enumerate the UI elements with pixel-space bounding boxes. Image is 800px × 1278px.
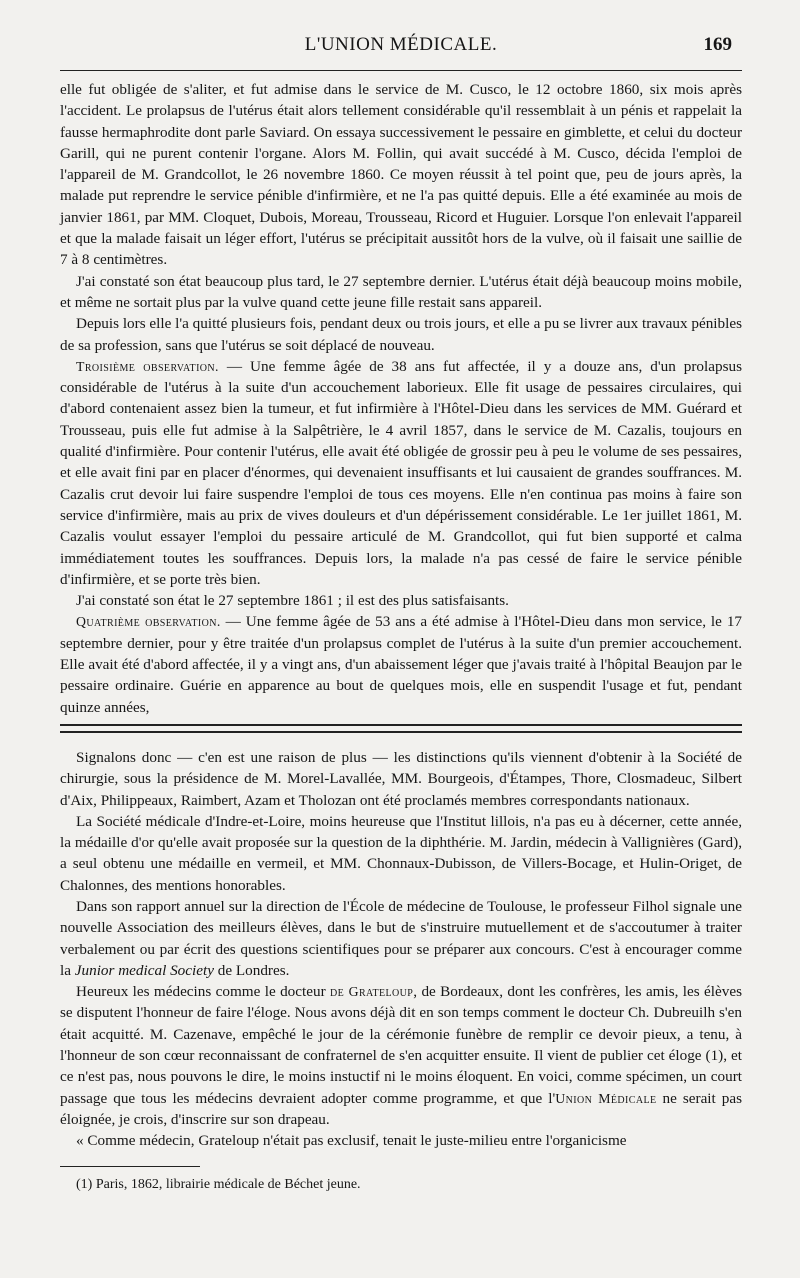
observation-text: — Une femme âgée de 53 ans a été admise à l'Hôtel-Dieu dans mon service, le 17 septembre dernier, pour y être traitée d'un prolapsus complet de l'utérus à la suite d'un premier accouchement. Elle avait été d'abord affectée, il y a vingt ans, d'un abaissement léger que j'avais traité à l'hôpital Beaujon par le pessaire ordinaire. Guérie en apparence au bout de quelques mois, elle en suspendit l'usage et fut, pendant quinze années, (60, 613, 743, 716)
text-run: Dans son rapport annuel sur la direction de l'École de médecine de Toulouse, le professeur Filhol signale une nouvelle Association des meilleurs élèves, dans le but de s'instruire mutuellement et de s'accoutumer à traiter verbalement ou par écrit des questions scientifiques pour se préparer aux concours. C'est à encourager comme la (60, 897, 742, 979)
text-run: Heureux les médecins comme le docteur (76, 983, 331, 1001)
paragraph: J'ai constaté son état le 27 septembre 1861 ; il est des plus satisfaisants. (76, 592, 509, 610)
observation-paragraph (60, 611, 742, 717)
journal-name-small-caps: Union Médicale (555, 1090, 657, 1106)
observation-heading: Quatrième observation. (76, 614, 221, 630)
footnote-rule (60, 1166, 200, 1167)
page-number: 169 (703, 34, 732, 55)
paragraph: La Société médicale d'Indre-et-Loire, moins heureuse que l'Institut lillois, n'a pas eu à décerner, cette année, la médaille d'or qu'elle avait proposée sur la question de la diphthérie. M. Jardin, médecin à Vallignières (Gard), a seul obtenu une médaille en vermeil, et MM. Chonnaux-Dubisson, de Villers-Bocage, et Hulin-Origet, de Chalonnes, des mentions honorables. (60, 812, 742, 894)
paragraph: elle fut obligée de s'aliter, et fut admise dans le service de M. Cusco, le 12 octobre 1860, six mois après l'accident. Le prolapsus de l'utérus était alors tellement considérable qu'il ressemblait à un pénis et rappelait la fausse hermaphrodite dont parle Saviard. On essaya successivement le pessaire en gimblette, et celui du docteur Garill, qui ne purent contenir l'organe. Alors M. Follin, qui avait succédé à M. Cusco, décida l'emploi de l'appareil de M. Grandcollot, le 26 novembre 1860. Ce moyen réussit à tel point que, peu de jours après, la malade put reprendre le service pénible d'infirmière, et ne l'a pas quitté depuis. Elle a été examinée au mois de janvier 1861, par MM. Cloquet, Dubois, Moreau, Trousseau, Ricord et Huguier. Lorsque l'on enlevait l'appareil et que la malade faisait un léger effort, l'utérus se précipitait aussitôt hors de la vulve, où il faisait une saillie de 7 à 8 centimètres. (60, 81, 742, 269)
italic-society-name: Junior medical Society (74, 961, 214, 979)
observation-text: — Une femme âgée de 38 ans fut affectée, il y a douze ans, d'un prolapsus considérable de l'utérus à la suite d'un accouchement laborieux. Elle fit usage de pessaires circulaires, qui d'abord contenaient assez bien la tumeur, et fut infirmière à l'Hôtel-Dieu dans les services de MM. Guérard et Trousseau, puis elle fut admise à la Salpêtrière, le 4 avril 1857, dans le service de M. Cazalis, toujours en qualité d'infirmière. Pour contenir l'utérus, elle avait été obligée de grossir peu à peu le volume de ses pessaires, et elle avait fini par en placer d'énormes, qui devenaient insuffisants et lui causaient de grandes souffrances. M. Cazalis crut devoir lui faire suspendre l'emploi de tous ces moyens. Elle n'en continua pas moins à faire son service d'infirmière, mais au prix de vives douleurs et d'un dépérissement considérable. Le 1er juillet 1861, M. Cazalis voulut essayer l'emploi du pessaire articulé de M. Grandcollot, qui fut bien supporté et calma immédiatement toutes les souffrances. Depuis lors, la malade n'a pas cessé de faire le service pénible d'infirmière, et se porte très bien. (60, 357, 742, 588)
feuilleton-section (60, 747, 742, 1152)
text-run: de Londres. (213, 961, 290, 979)
footnote: (1) Paris, 1862, librairie médicale de Béchet jeune. (76, 1176, 361, 1192)
observation-paragraph (60, 356, 742, 590)
text-run: ne serait pas éloignée, je crois, d'inscrire sur son drapeau. (60, 1089, 743, 1128)
name-small-caps: de Grateloup (330, 984, 414, 1000)
header-rule (60, 70, 742, 71)
main-article (60, 79, 742, 718)
paragraph (60, 896, 742, 981)
paragraph: J'ai constaté son état beaucoup plus tard, le 27 septembre dernier. L'utérus était déjà beaucoup moins mobile, et même ne sortait plus par la vulve quand cette jeune fille restait sans appareil. (60, 272, 742, 311)
feuilleton-separator (60, 724, 742, 733)
paragraph: Depuis lors elle l'a quitté plusieurs fois, pendant deux ou trois jours, et elle a pu se livrer aux travaux pénibles de sa profession, sans que l'utérus se soit déplacé de nouveau. (60, 315, 742, 354)
observation-heading: Troisième observation. (76, 358, 219, 374)
running-title: L'UNION MÉDICALE. (304, 34, 498, 55)
text-run: , de Bordeaux, dont les confrères, les amis, les élèves se disputent l'honneur de faire l'éloge. Nous avons déjà dit en son temps comment le docteur Ch. Dubreuilh s'en était acquitté. M. Cazenave, empêché le jour de la cérémonie funèbre de remplir ce devoir pieux, a tenu, à l'honneur de son cœur reconnaissant de confraternel de s'en acquitter ensuite. Il vient de publier cet éloge (1), et ce n'est pas, nous pouvons le dire, le moins instuctif ni le moins éloquent. En voici, comme spécimen, un court passage que tous les médecins devraient adopter comme programme, et que l' (60, 983, 743, 1107)
paragraph: « Comme médecin, Grateloup n'était pas exclusif, tenait le juste-milieu entre l'organicisme (76, 1132, 627, 1150)
page-header (60, 34, 742, 66)
paragraph: Signalons donc — c'en est une raison de plus — les distinctions qu'ils viennent d'obtenir à la Société de chirurgie, sous la présidence de M. Morel-Lavallée, MM. Bourgeois, d'Étampes, Thore, Closmadeuc, Silbert d'Aix, Philippeaux, Raimbert, Azam et Tholozan ont été proclamés membres correspondants nationaux. (60, 748, 742, 809)
paragraph (60, 981, 742, 1130)
